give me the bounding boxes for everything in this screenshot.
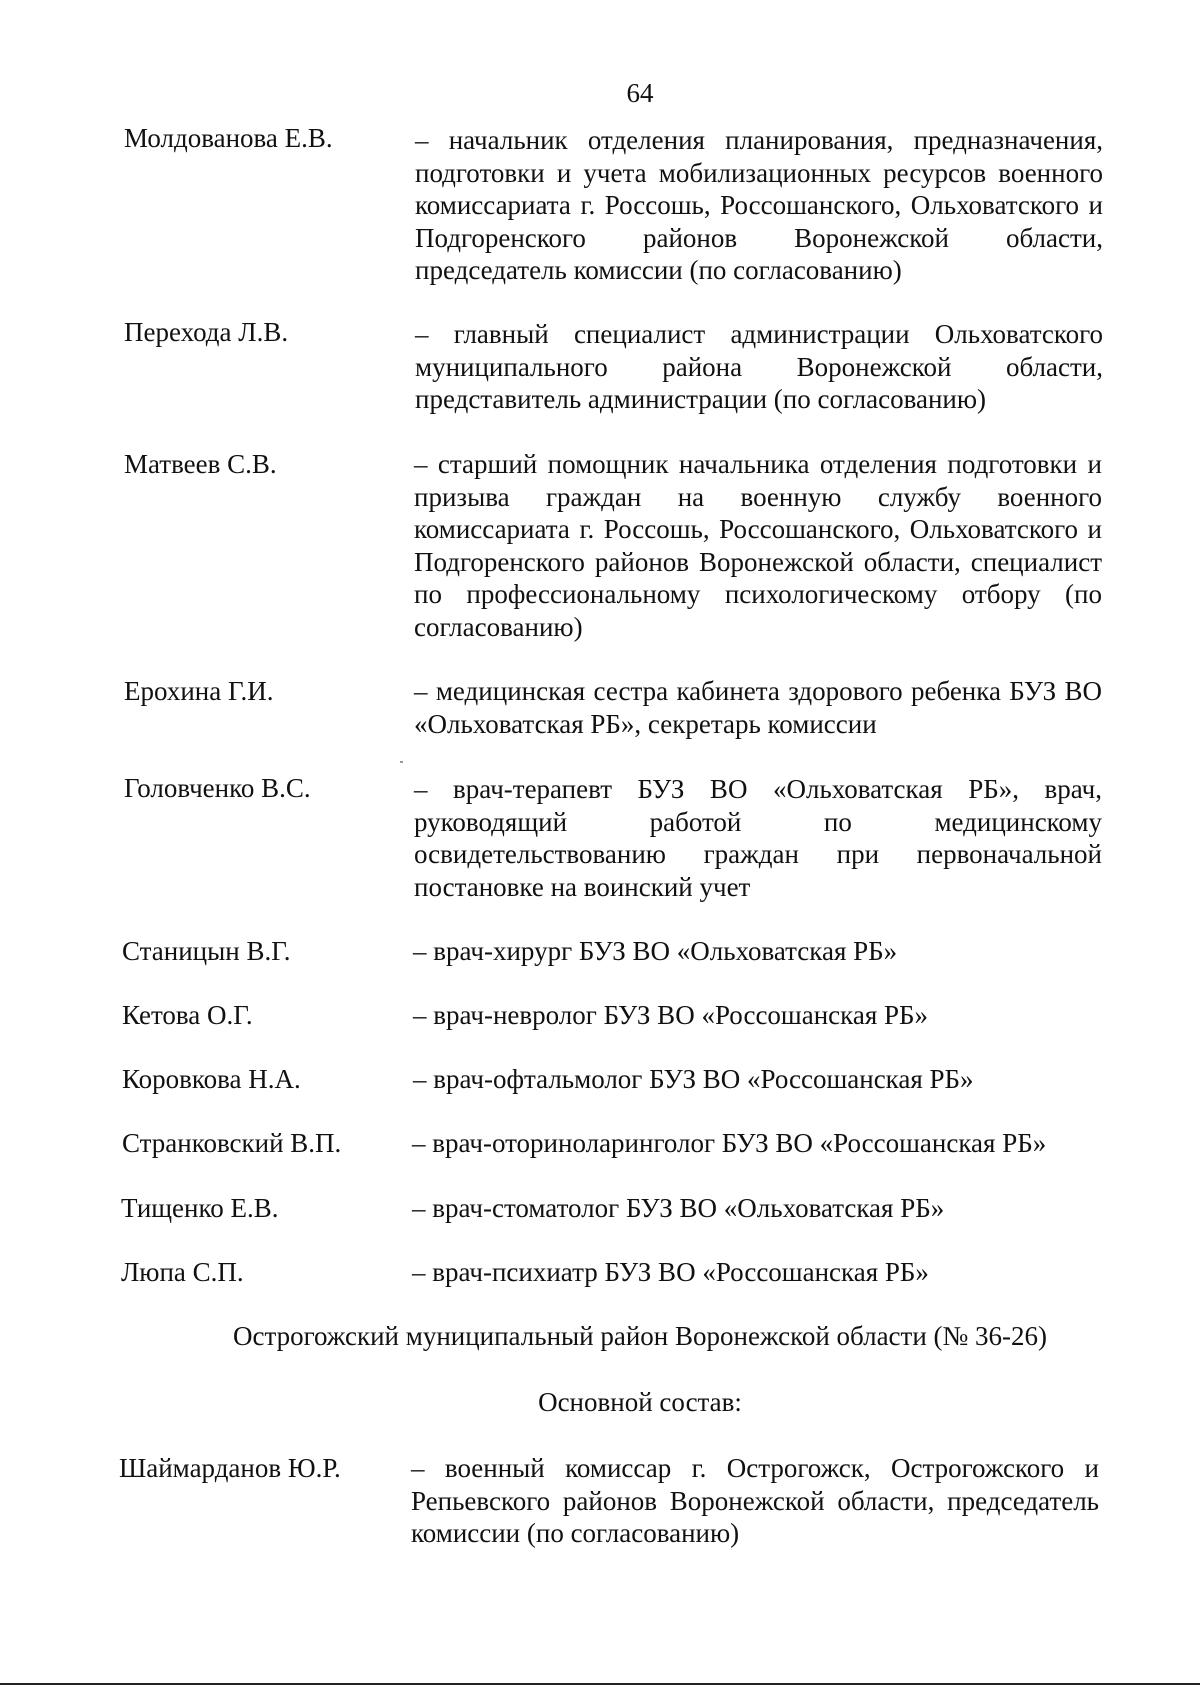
member-role: – врач-хирург БУЗ ВО «Ольховатская РБ» [413,936,898,966]
member-role: – главный специалист администрации Ольховатского муниципального района Воронежской области, представитель администрации (по согласованию) [415,319,1103,415]
member-role: – врач-стоматолог БУЗ ВО «Ольховатская РБ» [412,1193,945,1223]
member-name: Странковский В.П. [122,1128,342,1158]
page-number: 64 [626,78,654,108]
section-heading: Основной состав: [538,1387,742,1417]
member-name: Тищенко Е.В. [121,1193,279,1223]
member-name: Кетова О.Г. [122,1000,253,1030]
member-name: Матвеев С.В. [124,449,277,479]
member-role: – врач-терапевт БУЗ ВО «Ольховатская РБ», врач, руководящий работой по медицинскому освидетельствованию граждан при первоначальной постановке на воинский учет [414,774,1102,902]
member-role: – врач-оториноларинголог БУЗ ВО «Россошанская РБ» [412,1128,1047,1158]
member-role: – начальник отделения планирования, предназначения, подготовки и учета мобилизационных ресурсов военного комиссариата г. Россошь, Россошанского, Ольховатского и Подгоренского районов Воронежской области, председатель комиссии (по согласованию) [415,125,1103,286]
district-heading: Острогожский муниципальный район Воронежской области (№ 36-26) [232,1321,1048,1351]
member-name: Станицын В.Г. [122,936,291,966]
page-bottom-rule [0,1683,1200,1685]
member-role: – врач-офтальмолог БУЗ ВО «Россошанская РБ» [413,1064,974,1094]
member-name: Перехода Л.В. [124,317,289,347]
member-role: – старший помощник начальника отделения подготовки и призыва граждан на военную службу военного комиссариата г. Россошь, Россошанского, Ольховатского и Подгоренского районов Воронежской области, специалист по профессиональному психологическому отбору (по согласованию) [414,449,1102,642]
member-name: Шаймарданов Ю.Р. [119,1453,341,1483]
member-name: Головченко В.С. [124,773,311,803]
member-role: – медицинская сестра кабинета здорового ребенка БУЗ ВО «Ольховатская РБ», секретарь комиссии [414,676,1102,739]
member-name: Люпа С.П. [121,1257,244,1287]
member-name: Молдованова Е.В. [124,123,333,153]
scan-artifact [400,761,403,763]
member-name: Коровкова Н.А. [122,1064,301,1094]
member-role: – военный комиссар г. Острогожск, Острогожского и Репьевского районов Воронежской области, председатель комиссии (по согласованию) [411,1453,1099,1549]
member-name: Ерохина Г.И. [124,676,274,706]
member-role: – врач-психиатр БУЗ ВО «Россошанская РБ» [412,1257,929,1287]
member-role: – врач-невролог БУЗ ВО «Россошанская РБ» [413,1000,929,1030]
